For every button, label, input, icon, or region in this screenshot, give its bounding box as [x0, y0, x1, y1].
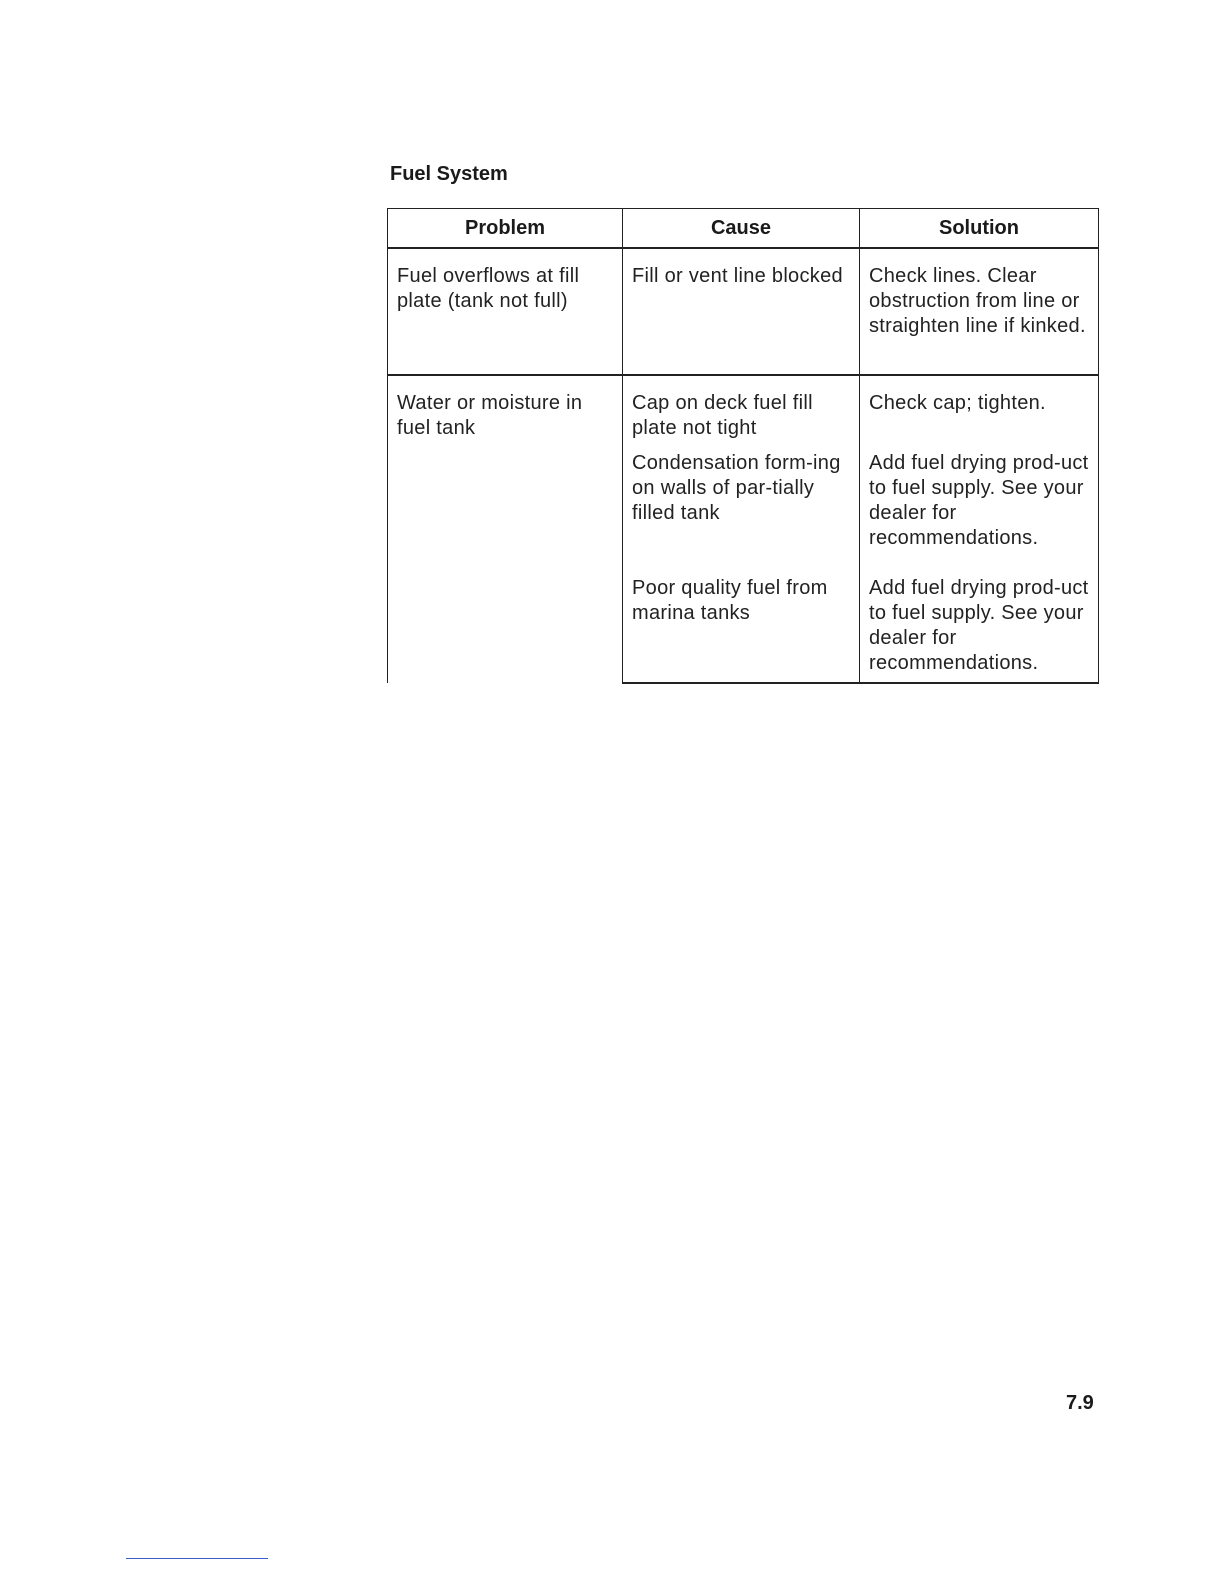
table-header-row: [388, 209, 1099, 249]
solution-cell: Add fuel drying prod-uct to fuel supply. See your dealer for recommendations.: [860, 576, 1099, 683]
troubleshooting-table: [387, 208, 1099, 684]
footnote-rule: [126, 1558, 268, 1559]
cause-cell: Cap on deck fuel fill plate not tight: [623, 375, 860, 451]
solution-cell: Check cap; tighten.: [860, 375, 1099, 451]
cause-cell: Poor quality fuel from marina tanks: [623, 576, 860, 683]
header-cause: Cause: [623, 209, 860, 249]
solution-cell: Add fuel drying prod-uct to fuel supply. See your dealer for recommendations.: [860, 451, 1099, 576]
problem-cell: Water or moisture in fuel tank: [388, 375, 623, 683]
solution-cell: Check lines. Clear obstruction from line or straighten line if kinked.: [860, 248, 1099, 375]
header-solution: Solution: [860, 209, 1099, 249]
table-row: [388, 248, 1099, 375]
table-row: [388, 375, 1099, 451]
problem-cell: Fuel overflows at fill plate (tank not full): [388, 248, 623, 375]
cause-cell: Fill or vent line blocked: [623, 248, 860, 375]
header-problem: Problem: [388, 209, 623, 249]
section-title: Fuel System: [390, 163, 508, 185]
page-number: 7.9: [1066, 1392, 1094, 1414]
cause-cell: Condensation form-ing on walls of par-tially filled tank: [623, 451, 860, 576]
